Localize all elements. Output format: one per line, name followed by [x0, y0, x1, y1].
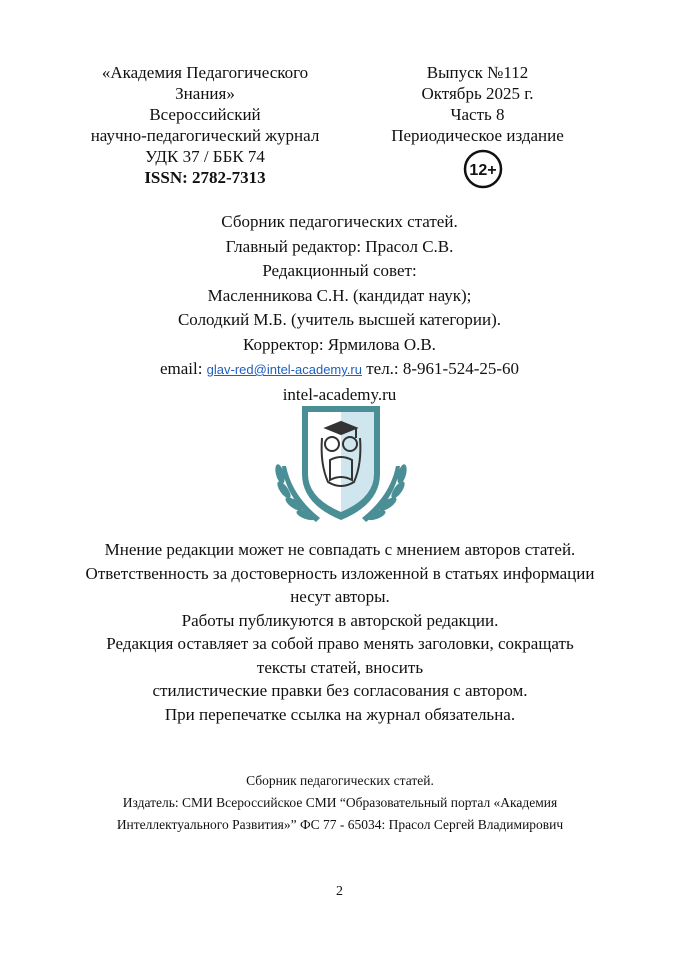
age-rating-badge [463, 149, 503, 189]
website: intel-academy.ru [282, 384, 397, 404]
issue-number: Выпуск №112 [426, 63, 529, 82]
issue-part: Часть 8 [450, 105, 505, 124]
contact-line [0, 357, 679, 383]
publisher-footer [40, 770, 640, 836]
email-label: email: [159, 359, 203, 378]
journal-scope-line2: научно-педагогический журнал [90, 126, 320, 145]
disclaimer-line: Ответственность за достоверность изложенной в статьях информации [85, 563, 595, 583]
udk-code: УДК 37 / ББК 74 [145, 147, 265, 166]
collection-title: Сборник педагогических статей. [221, 212, 458, 231]
journal-info-left [70, 62, 340, 188]
board-title: Редакционный совет: [262, 261, 417, 280]
disclaimer-line: тексты статей, вносить [256, 657, 424, 677]
footer-line: Издатель: СМИ Всероссийское СМИ “Образовательный портал «Академия [122, 795, 558, 810]
journal-scope-line1: Всероссийский [149, 105, 261, 124]
age-rating-text: 12+ [469, 162, 497, 179]
footer-line: Сборник педагогических статей. [246, 773, 434, 788]
academy-owl-shield-logo [272, 404, 410, 534]
board-member: Солодкий М.Б. (учитель высшей категории). [177, 310, 502, 329]
disclaimer [40, 538, 640, 726]
board-member: Масленникова С.Н. (кандидат наук); [207, 285, 472, 305]
disclaimer-line: несут авторы. [290, 587, 390, 606]
email-link[interactable]: glav-red@intel-academy.ru [206, 362, 362, 377]
corrector: Корректор: Ярмилова О.В. [243, 334, 436, 354]
editorial-board [0, 210, 679, 407]
disclaimer-line: При перепечатке ссылка на журнал обязательна. [164, 704, 516, 724]
chief-editor: Главный редактор: Прасол С.В. [225, 236, 454, 256]
disclaimer-line: стилистические правки без согласования с автором. [152, 681, 528, 700]
issn: ISSN: 2782-7313 [144, 168, 266, 187]
disclaimer-line: Работы публикуются в авторской редакции. [181, 610, 499, 630]
disclaimer-line: Редакция оставляет за собой право менять заголовки, сокращать [106, 634, 574, 653]
issue-info-right [370, 62, 585, 146]
publication-type: Периодическое издание [391, 126, 564, 145]
journal-name-line2: Знания» [175, 84, 235, 103]
phone: тел.: 8-961-524-25-60 [366, 359, 520, 378]
issue-date: Октябрь 2025 г. [421, 84, 534, 103]
page-number: 2 [336, 884, 343, 899]
journal-name-line1: «Академия Педагогического [101, 63, 309, 82]
disclaimer-line: Мнение редакции может не совпадать с мнением авторов статей. [104, 540, 576, 559]
footer-line: Интеллектуального Развития»” ФС 77 - 65034: Прасол Сергей Владимирович [116, 817, 564, 832]
